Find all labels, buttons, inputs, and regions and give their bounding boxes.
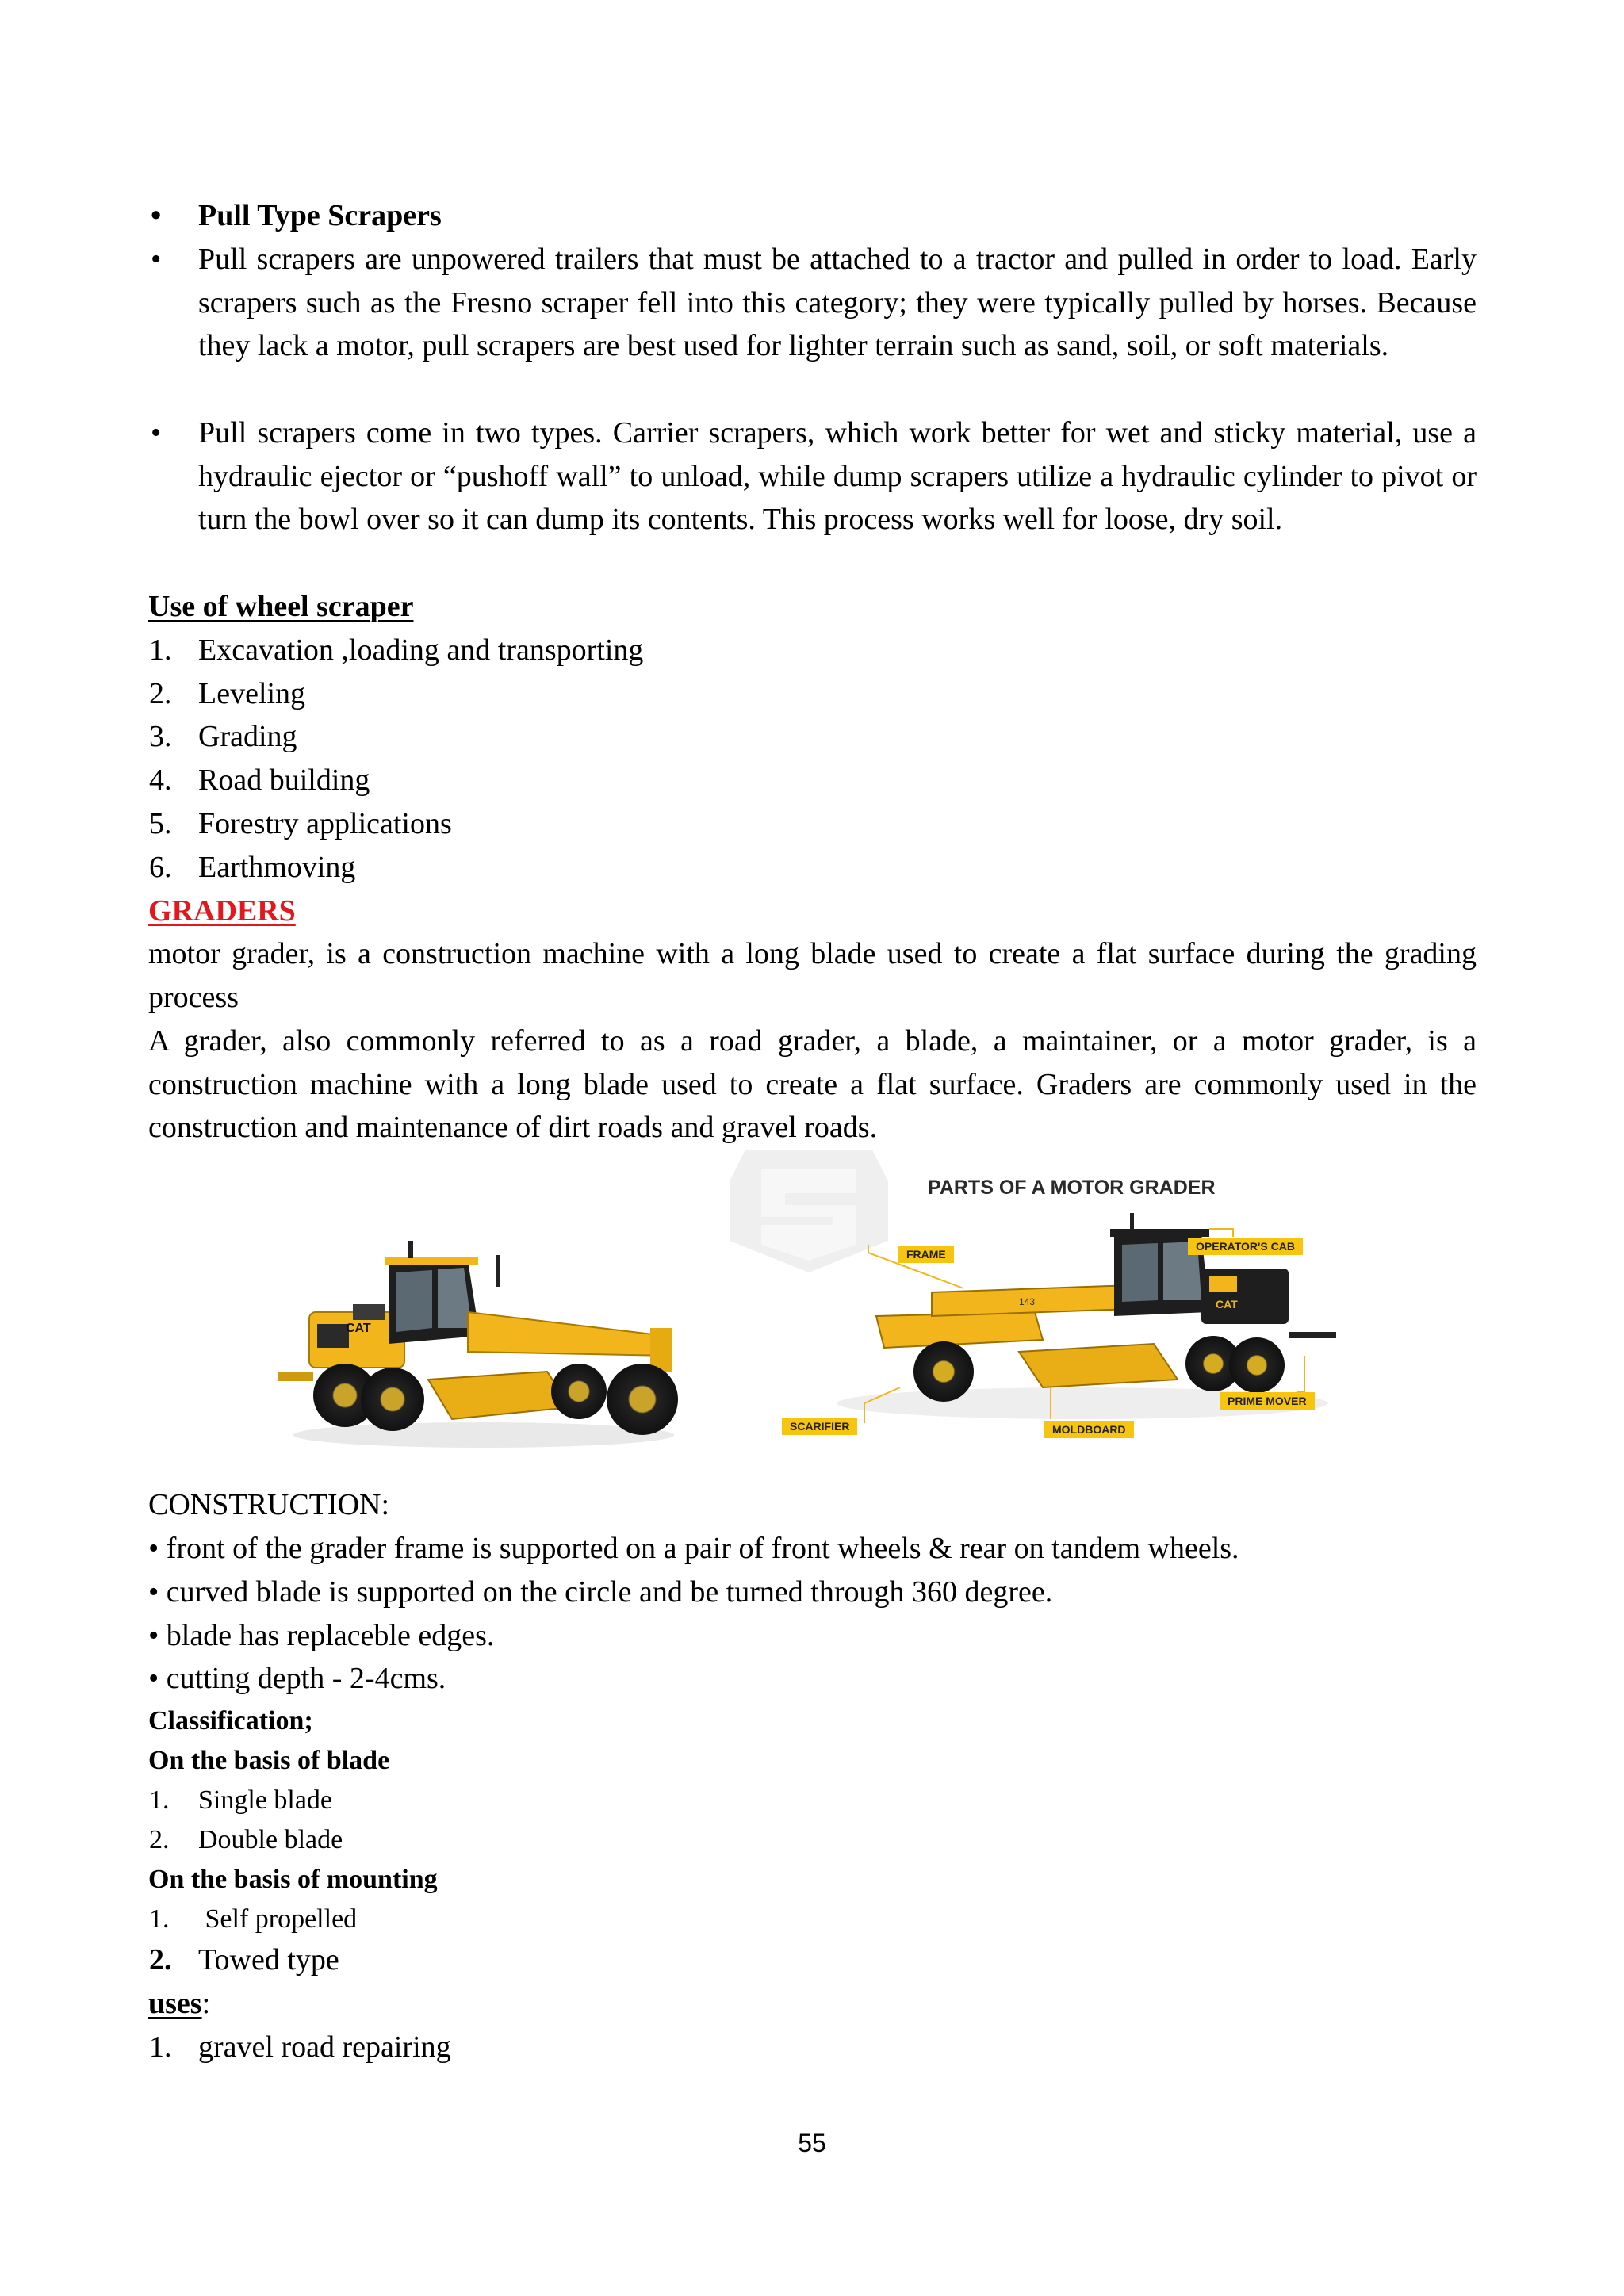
list-item: 3. Grading (149, 720, 297, 753)
model-number: 143 (1019, 1296, 1036, 1307)
page-number: 55 (798, 2129, 826, 2157)
bullet-symbol: • (151, 243, 162, 276)
list-item: 2. Leveling (149, 677, 306, 710)
list-item: 5. Forestry applications (149, 807, 452, 840)
scrapers-heading: Pull Type Scrapers (198, 199, 442, 232)
uses-heading-line: uses: (148, 1987, 211, 2020)
construction-item: • blade has replaceble edges. (148, 1619, 495, 1652)
classification-heading: Classification; (148, 1706, 313, 1735)
diagram-title: PARTS OF A MOTOR GRADER (928, 1177, 1216, 1199)
list-item: 1. Self propelled (149, 1904, 358, 1934)
scrapers-bullet-2 (151, 411, 1477, 541)
list-item: 1. gravel road repairing (149, 2030, 451, 2064)
label-operators-cab: OPERATOR'S CAB (1188, 1238, 1303, 1255)
label-frame: FRAME (898, 1246, 954, 1263)
scrapers-bullet-text: Pull scrapers come in two types. Carrier scrapers, which work better for wet and sticky material, use a hydraulic ejector or “pushoff wall” to unload, while dump scrapers utilize a hydraulic cylinder to pivot or turn the bowl over so it can dump its contents. This process works well for loose, dry soil. (198, 416, 1477, 537)
mounting-heading: On the basis of mounting (148, 1865, 438, 1894)
construction-item: • front of the grader frame is supported on a pair of front wheels & rear on tandem wheels. (148, 1532, 1239, 1565)
cat-badge: CAT (1216, 1298, 1238, 1311)
construction-item: • curved blade is supported on the circle and be turned through 360 degree. (148, 1575, 1053, 1609)
construction-heading: CONSTRUCTION: (148, 1488, 390, 1521)
label-scarifier: SCARIFIER (782, 1418, 857, 1435)
scrapers-bullet-1 (151, 238, 1477, 368)
label-moldboard: MOLDBOARD (1044, 1421, 1134, 1438)
graders-heading: GRADERS (148, 894, 296, 928)
scrapers-bullet-text: Pull scrapers are unpowered trailers that must be attached to a tractor and pulled in order to load. Early scrapers such as the Fresno scraper fell into this category; they were typically pulled by horses. Because they lack a motor, pull scrapers are best used for lighter terrain such as sand, soil, or soft materials. (198, 243, 1477, 363)
cat-badge: CAT (346, 1322, 371, 1335)
parts-diagram (781, 1150, 1352, 1467)
construction-item: • cutting depth - 2-4cms. (148, 1662, 446, 1695)
list-item: 1. Excavation ,loading and transporting (149, 633, 644, 667)
graders-paragraph-2: A grader, also commonly referred to as a road grader, a blade, a maintainer, or a motor grader, is a construction machine with a long blade used to create a flat surface. Graders are commonly used in the construction and maintenance of dirt roads and gravel roads. (148, 1024, 1477, 1145)
list-item: 1. Single blade (149, 1785, 333, 1815)
graders-paragraph-1: motor grader, is a construction machine with a long blade used to create a flat surface during the grading process (148, 937, 1477, 1014)
scrapers-heading-item (151, 194, 1477, 238)
list-item: 4. Road building (149, 763, 370, 797)
bullet-symbol: • (151, 199, 162, 232)
blade-heading: On the basis of blade (148, 1746, 390, 1775)
bullet-symbol: • (151, 416, 162, 450)
list-item: 6. Earthmoving (149, 851, 356, 884)
label-prime-mover: PRIME MOVER (1220, 1392, 1315, 1410)
uses-heading: uses (148, 1987, 202, 2020)
wheel-scraper-uses-heading: Use of wheel scraper (148, 590, 414, 623)
list-item: 2. Double blade (149, 1825, 343, 1854)
motor-grader-photo (270, 1217, 690, 1455)
list-item: 2. Towed type (149, 1943, 339, 1976)
grader-diagram-drawing (781, 1150, 1352, 1467)
